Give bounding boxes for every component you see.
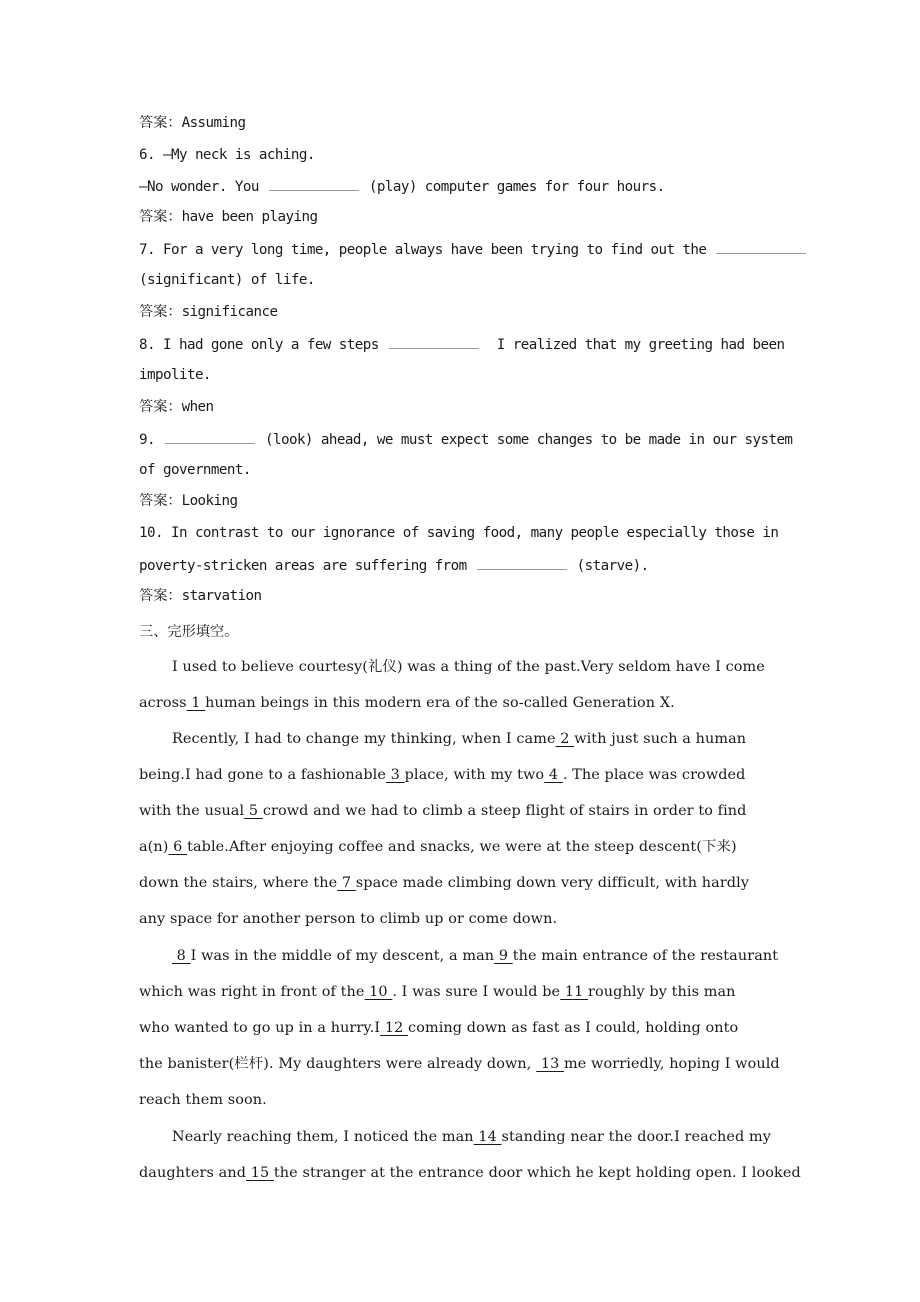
question-text: of government. — [139, 462, 251, 478]
cloze-text: a(n) — [139, 839, 169, 855]
cloze-blank-4[interactable]: 4 — [544, 767, 563, 783]
cloze-blank-15[interactable]: 15 — [246, 1165, 274, 1181]
cloze-text: I was in the middle of my descent, a man — [190, 948, 495, 964]
cloze-paragraph-line — [139, 873, 749, 893]
cloze-paragraph-line — [139, 1127, 771, 1147]
cloze-text: human beings in this modern era of the so-called Generation X. — [205, 695, 675, 711]
cloze-blank-1[interactable]: 1 — [186, 695, 206, 711]
cloze-text: space made climbing down very difficult, with hardly — [355, 875, 750, 891]
question-text: poverty-stricken areas are suffering from — [139, 558, 475, 574]
question-text: 8. I had gone only a few steps — [139, 337, 387, 353]
answer-label: 答案： — [139, 399, 182, 415]
cloze-text: Recently, I had to change my thinking, when I came — [172, 731, 556, 747]
cloze-text: I used to believe courtesy(礼仪) was a thing of the past.Very seldom have I come — [172, 659, 765, 675]
fill-in-blank[interactable] — [716, 239, 806, 254]
question-text: (look) ahead, we must expect some changes to be made in our system — [256, 432, 793, 448]
cloze-text: the banister(栏杆). My daughters were already down, — [139, 1056, 537, 1072]
cloze-blank-9[interactable]: 9 — [494, 948, 513, 964]
question-line — [139, 555, 649, 576]
cloze-text: standing near the door.I reached my — [501, 1129, 771, 1145]
cloze-paragraph-line — [139, 801, 746, 821]
question-text: (significant) of life. — [139, 272, 315, 288]
cloze-paragraph-line — [139, 837, 737, 857]
answer-value: starvation — [181, 588, 262, 604]
cloze-blank-6[interactable]: 6 — [168, 839, 188, 855]
cloze-paragraph-line — [139, 1054, 780, 1074]
question-text: (play) computer games for four hours. — [360, 179, 665, 195]
question-text: —No wonder. You — [139, 179, 267, 195]
section-heading: 三、完形填空。 — [139, 624, 239, 640]
cloze-text: crowd and we had to climb a steep flight of stairs in order to find — [262, 803, 747, 819]
cloze-paragraph-line — [139, 1018, 738, 1038]
cloze-text: the stranger at the entrance door which he kept holding open. I looked — [273, 1165, 801, 1181]
cloze-blank-7[interactable]: 7 — [337, 875, 356, 891]
question-line — [139, 176, 665, 197]
cloze-paragraph-line — [139, 765, 745, 785]
answer-line — [139, 113, 246, 133]
question-line — [139, 460, 251, 480]
question-text: 10. In contrast to our ignorance of saving food, many people especially those in — [139, 525, 779, 541]
answer-line — [139, 207, 317, 227]
answer-label: 答案： — [139, 304, 182, 320]
question-line — [139, 270, 315, 290]
fill-in-blank[interactable] — [269, 176, 359, 191]
answer-line — [139, 586, 262, 606]
cloze-paragraph-line — [139, 946, 778, 966]
answer-label: 答案： — [139, 115, 182, 131]
cloze-text: which was right in front of the — [139, 984, 365, 1000]
cloze-text: place, with my two — [404, 767, 545, 783]
cloze-text: who wanted to go up in a hurry.I — [139, 1020, 381, 1036]
cloze-paragraph-line — [139, 1163, 801, 1183]
question-line — [139, 239, 808, 260]
question-text: 7. For a very long time, people always have been trying to find out the — [139, 242, 715, 258]
cloze-paragraph-line — [139, 657, 765, 677]
cloze-text: reach them soon. — [139, 1092, 267, 1108]
answer-value: significance — [181, 304, 278, 320]
cloze-text: with just such a human — [574, 731, 747, 747]
cloze-text: me worriedly, hoping I would — [564, 1056, 780, 1072]
answer-label: 答案： — [139, 209, 182, 225]
cloze-text: across — [139, 695, 187, 711]
question-line — [139, 429, 792, 450]
answer-line — [139, 302, 277, 322]
fill-in-blank[interactable] — [389, 334, 479, 349]
question-line — [139, 523, 778, 543]
answer-value: when — [181, 399, 214, 415]
question-line — [139, 145, 315, 165]
question-line — [139, 365, 211, 385]
cloze-blank-3[interactable]: 3 — [386, 767, 405, 783]
cloze-paragraph-line — [139, 982, 736, 1002]
cloze-blank-8[interactable]: 8 — [172, 948, 191, 964]
answer-value: Assuming — [181, 115, 246, 131]
cloze-text: the main entrance of the restaurant — [512, 948, 779, 964]
cloze-text: Nearly reaching them, I noticed the man — [172, 1129, 474, 1145]
question-text: impolite. — [139, 367, 211, 383]
cloze-text: . I was sure I would be — [392, 984, 561, 1000]
answer-line — [139, 491, 238, 511]
cloze-blank-10[interactable]: 10 — [364, 984, 393, 1000]
cloze-text: daughters and — [139, 1165, 247, 1181]
cloze-blank-2[interactable]: 2 — [555, 731, 575, 747]
cloze-blank-14[interactable]: 14 — [473, 1129, 502, 1145]
question-text: (starve). — [568, 558, 649, 574]
answer-line — [139, 397, 214, 417]
answer-label: 答案： — [139, 588, 182, 604]
answer-value: have been playing — [181, 209, 318, 225]
cloze-blank-5[interactable]: 5 — [244, 803, 263, 819]
cloze-blank-11[interactable]: 11 — [560, 984, 589, 1000]
cloze-paragraph-line — [139, 729, 746, 749]
cloze-text: coming down as fast as I could, holding onto — [408, 1020, 739, 1036]
cloze-text: roughly by this man — [588, 984, 736, 1000]
cloze-blank-13[interactable]: 13 — [536, 1056, 565, 1072]
cloze-text: being.I had gone to a fashionable — [139, 767, 386, 783]
cloze-paragraph-line — [139, 909, 557, 929]
question-text: I realized that my greeting had been — [480, 337, 785, 353]
fill-in-blank[interactable] — [477, 555, 567, 570]
answer-label: 答案： — [139, 493, 182, 509]
question-text: 6. —My neck is aching. — [139, 147, 315, 163]
cloze-text: table.After enjoying coffee and snacks, we were at the steep descent(下来) — [187, 839, 737, 855]
fill-in-blank[interactable] — [165, 429, 255, 444]
cloze-text: any space for another person to climb up or come down. — [139, 911, 558, 927]
cloze-text: down the stairs, where the — [139, 875, 338, 891]
question-text: 9. — [139, 432, 163, 448]
cloze-paragraph-line — [139, 693, 675, 713]
answer-value: Looking — [181, 493, 238, 509]
cloze-blank-12[interactable]: 12 — [380, 1020, 409, 1036]
cloze-text: . The place was crowded — [562, 767, 746, 783]
cloze-text: with the usual — [139, 803, 245, 819]
question-line — [139, 334, 784, 355]
cloze-paragraph-line — [139, 1090, 267, 1110]
